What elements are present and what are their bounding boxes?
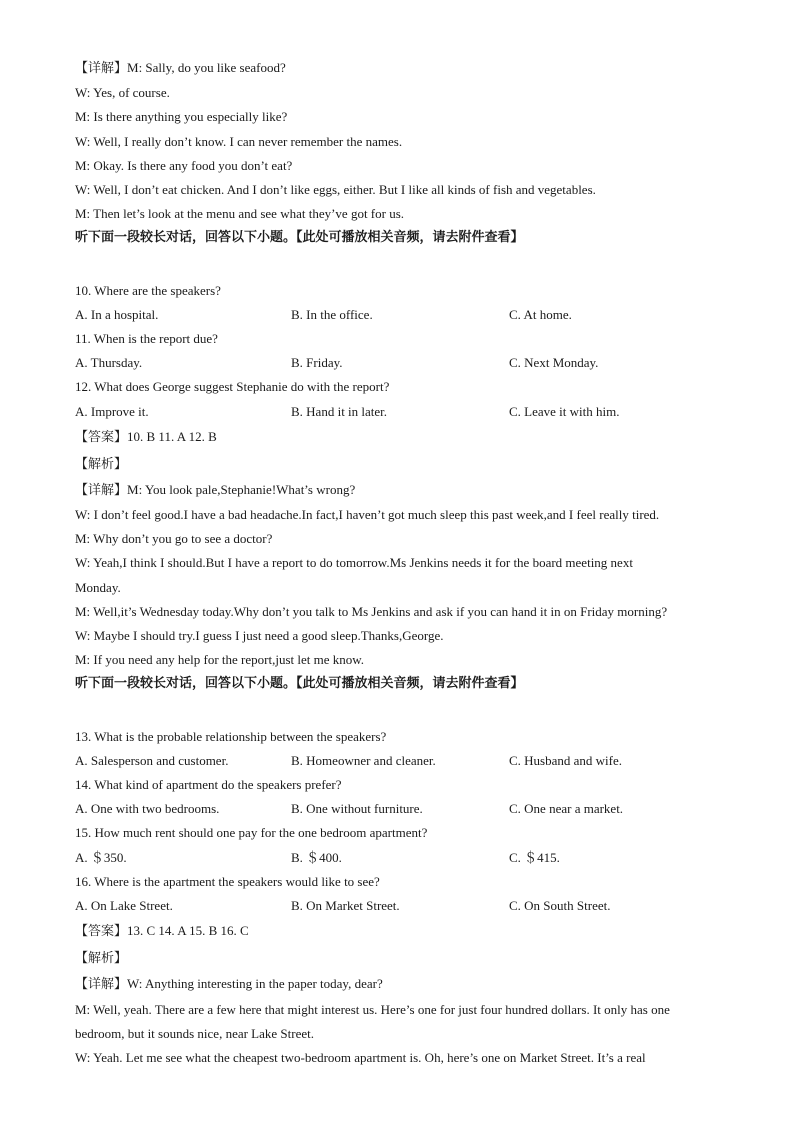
question-15: 15. How much rent should one pay for the one bedroom apartment? — [75, 825, 428, 841]
option-a: A. Improve it. — [75, 403, 149, 419]
analysis-line — [75, 945, 725, 972]
option-b: B. On Market Street. — [291, 898, 400, 914]
dialogue-line: M: Well,it’s Wednesday today.Why don’t you talk to Ms Jenkins and ask if you can hand it in on Friday morning? — [75, 603, 668, 619]
option-b: B. One without furniture. — [291, 801, 423, 817]
detail-tag: 【详解】 — [75, 977, 128, 993]
analysis-line — [75, 451, 725, 478]
option-c: C. On South Street. — [509, 898, 611, 914]
answer-line — [75, 918, 725, 945]
question-16: 16. Where is the apartment the speakers would like to see? — [75, 873, 380, 889]
dialogue-line: W: Well, I really don’t know. I can never remember the names. — [75, 133, 403, 149]
option-c: C. ＄415. — [509, 849, 560, 865]
option-a: A. Salesperson and customer. — [75, 752, 229, 768]
dialogue-line: 【详解】M: Sally, do you like seafood? — [75, 60, 286, 76]
options-14 — [75, 797, 725, 821]
dialogue-line: W: Yeah,I think I should.But I have a report to do tomorrow.Ms Jenkins needs it for the board meeting next — [75, 555, 633, 571]
option-c: C. Husband and wife. — [509, 752, 623, 768]
document-page — [75, 56, 725, 1070]
answer-tag: 【答案】 — [75, 429, 128, 445]
dialogue-line: M: If you need any help for the report,just let me know. — [75, 652, 365, 668]
dialogue-line: W: Well, I don’t eat chicken. And I don’t like eggs, either. But I like all kinds of fish and vegetables. — [75, 182, 596, 198]
option-b: B. ＄400. — [291, 849, 342, 865]
detail-tag: 【详解】 — [75, 61, 128, 76]
answer-key: 13. C 14. A 15. B 16. C — [127, 923, 249, 939]
option-a: A. In a hospital. — [75, 306, 159, 322]
dialogue-line: Monday. — [75, 579, 121, 595]
question-11: 11. When is the report due? — [75, 331, 218, 347]
options-12 — [75, 400, 725, 424]
question-10: 10. Where are the speakers? — [75, 282, 221, 298]
dialogue-line: M: Is there anything you especially like? — [75, 109, 288, 125]
options-10 — [75, 303, 725, 327]
dialogue-line: M: Then let’s look at the menu and see what they’ve got for us. — [75, 206, 405, 222]
option-b: B. Friday. — [291, 355, 343, 371]
dialogue-line: bedroom, but it sounds nice, near Lake Street. — [75, 1025, 314, 1041]
option-c: C. One near a market. — [509, 801, 624, 817]
options-16 — [75, 894, 725, 918]
dialogue-line: 【详解】W: Anything interesting in the paper today, dear? — [75, 976, 383, 993]
dialogue-line: W: I don’t feel good.I have a bad headache.In fact,I haven’t got much sleep this past week,and I feel really tired. — [75, 507, 660, 523]
dialogue-line: 【详解】M: You look pale,Stephanie!What’s wrong? — [75, 481, 356, 498]
listening-instruction: 听下面一段较长对话，回答以下小题。【此处可播放相关音频，请去附件查看】 — [75, 230, 524, 246]
question-14: 14. What kind of apartment do the speakers prefer? — [75, 777, 342, 793]
dialogue-line: W: Yes, of course. — [75, 85, 170, 101]
answer-line — [75, 424, 725, 451]
option-a: A. On Lake Street. — [75, 898, 173, 914]
option-c: C. Leave it with him. — [509, 403, 620, 419]
dialogue-line: M: Why don’t you go to see a doctor? — [75, 531, 273, 547]
options-11 — [75, 351, 725, 375]
option-a: A. ＄350. — [75, 849, 127, 865]
option-c: C. At home. — [509, 306, 572, 322]
analysis-tag: 【解析】 — [75, 951, 128, 967]
options-15 — [75, 846, 725, 870]
option-b: B. Hand it in later. — [291, 403, 388, 419]
option-c: C. Next Monday. — [509, 355, 599, 371]
analysis-tag: 【解析】 — [75, 456, 128, 472]
options-13 — [75, 749, 725, 773]
dialogue-line: M: Well, yeah. There are a few here that might interest us. Here’s one for just four hundred dollars. It only has one — [75, 1001, 670, 1017]
option-a: A. Thursday. — [75, 355, 143, 371]
question-12: 12. What does George suggest Stephanie do with the report? — [75, 379, 390, 395]
detail-tag: 【详解】 — [75, 482, 128, 498]
answer-key: 10. B 11. A 12. B — [127, 428, 217, 444]
question-13: 13. What is the probable relationship between the speakers? — [75, 728, 387, 744]
dialogue-line: M: Okay. Is there any food you don’t eat? — [75, 157, 293, 173]
option-a: A. One with two bedrooms. — [75, 801, 220, 817]
listening-instruction: 听下面一段较长对话，回答以下小题。【此处可播放相关音频，请去附件查看】 — [75, 676, 524, 692]
dialogue-line: W: Maybe I should try.I guess I just need a good sleep.Thanks,George. — [75, 628, 444, 644]
answer-tag: 【答案】 — [75, 924, 128, 940]
option-b: B. Homeowner and cleaner. — [291, 752, 436, 768]
option-b: B. In the office. — [291, 306, 373, 322]
dialogue-line: W: Yeah. Let me see what the cheapest two-bedroom apartment is. Oh, here’s one on Market Street. It’s a real — [75, 1049, 646, 1065]
